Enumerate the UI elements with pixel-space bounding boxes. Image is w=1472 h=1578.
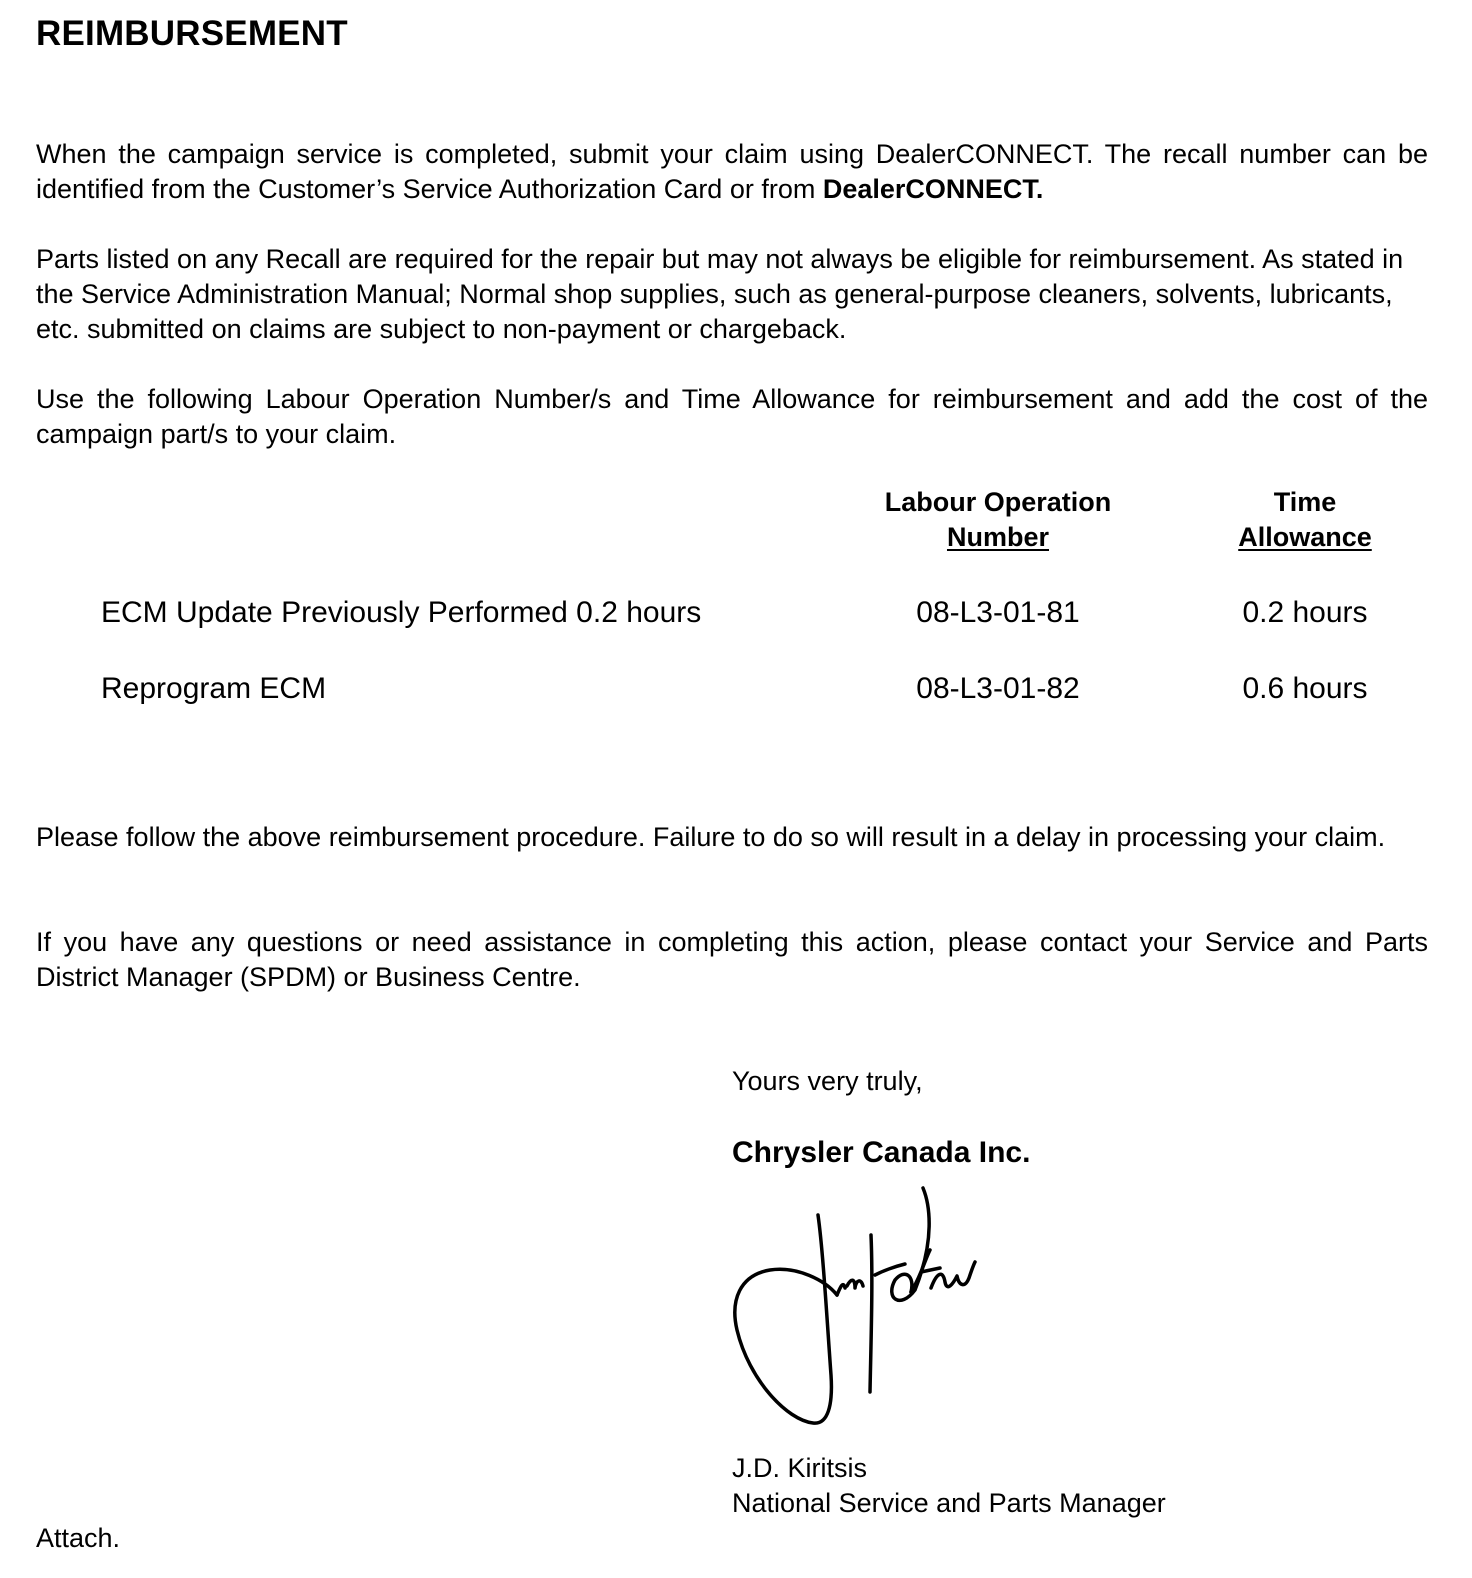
row-1-time: 0.2 hours [1242, 596, 1368, 629]
signatory-title: National Service and Parts Manager [732, 1488, 1166, 1518]
signatory-name: J.D. Kiritsis [732, 1453, 867, 1483]
row-1-description: ECM Update Previously Performed 0.2 hours [101, 596, 702, 629]
paragraph-labour-operation: Use the following Labour Operation Number/s and Time Allowance for reimbursement and add the cost of the campaign part/s to your claim. [36, 384, 1428, 449]
col-header-time-line1: Time [1273, 487, 1337, 517]
closing-salutation: Yours very truly, [732, 1066, 923, 1096]
col-header-time [1195, 485, 1415, 555]
col-header-time-line2: Allowance [1238, 522, 1372, 552]
col-header-labour-op [840, 485, 1156, 555]
paragraph-parts-eligibility: Parts listed on any Recall are required for the repair but may not always be eligible for reimbursement. As stated in the Service Administration Manual; Normal shop supplies, such as general-purpose cleaners, solvents, lubricants, etc. submitted on claims are subject to non-payment or chargeback. [36, 244, 1404, 344]
row-2-time: 0.6 hours [1242, 672, 1368, 705]
row-1-labour-op: 08-L3-01-81 [916, 596, 1080, 629]
paragraph-claim-text: When the campaign service is completed, submit your claim using DealerCONNECT. The recall number can be identified from the Customer’s Service Authorization Card or from [36, 139, 1428, 204]
col-header-labour-op-line2: Number [946, 522, 1049, 552]
handwritten-signature [725, 1180, 985, 1440]
company-name: Chrysler Canada Inc. [732, 1136, 1031, 1169]
col-header-labour-op-line1: Labour Operation [884, 487, 1112, 517]
paragraph-follow-procedure: Please follow the above reimbursement procedure. Failure to do so will result in a delay in processing your claim. [36, 822, 1386, 852]
paragraph-claim-submission [36, 137, 1428, 207]
attachment-note: Attach. [36, 1523, 121, 1553]
section-heading: REIMBURSEMENT [36, 14, 348, 53]
row-2-labour-op: 08-L3-01-82 [916, 672, 1080, 705]
paragraph-questions: If you have any questions or need assistance in completing this action, please contact your Service and Parts District Manager (SPDM) or Business Centre. [36, 927, 1428, 992]
row-2-description: Reprogram ECM [101, 672, 327, 705]
dealerconnect-bold: DealerCONNECT. [822, 174, 1044, 204]
